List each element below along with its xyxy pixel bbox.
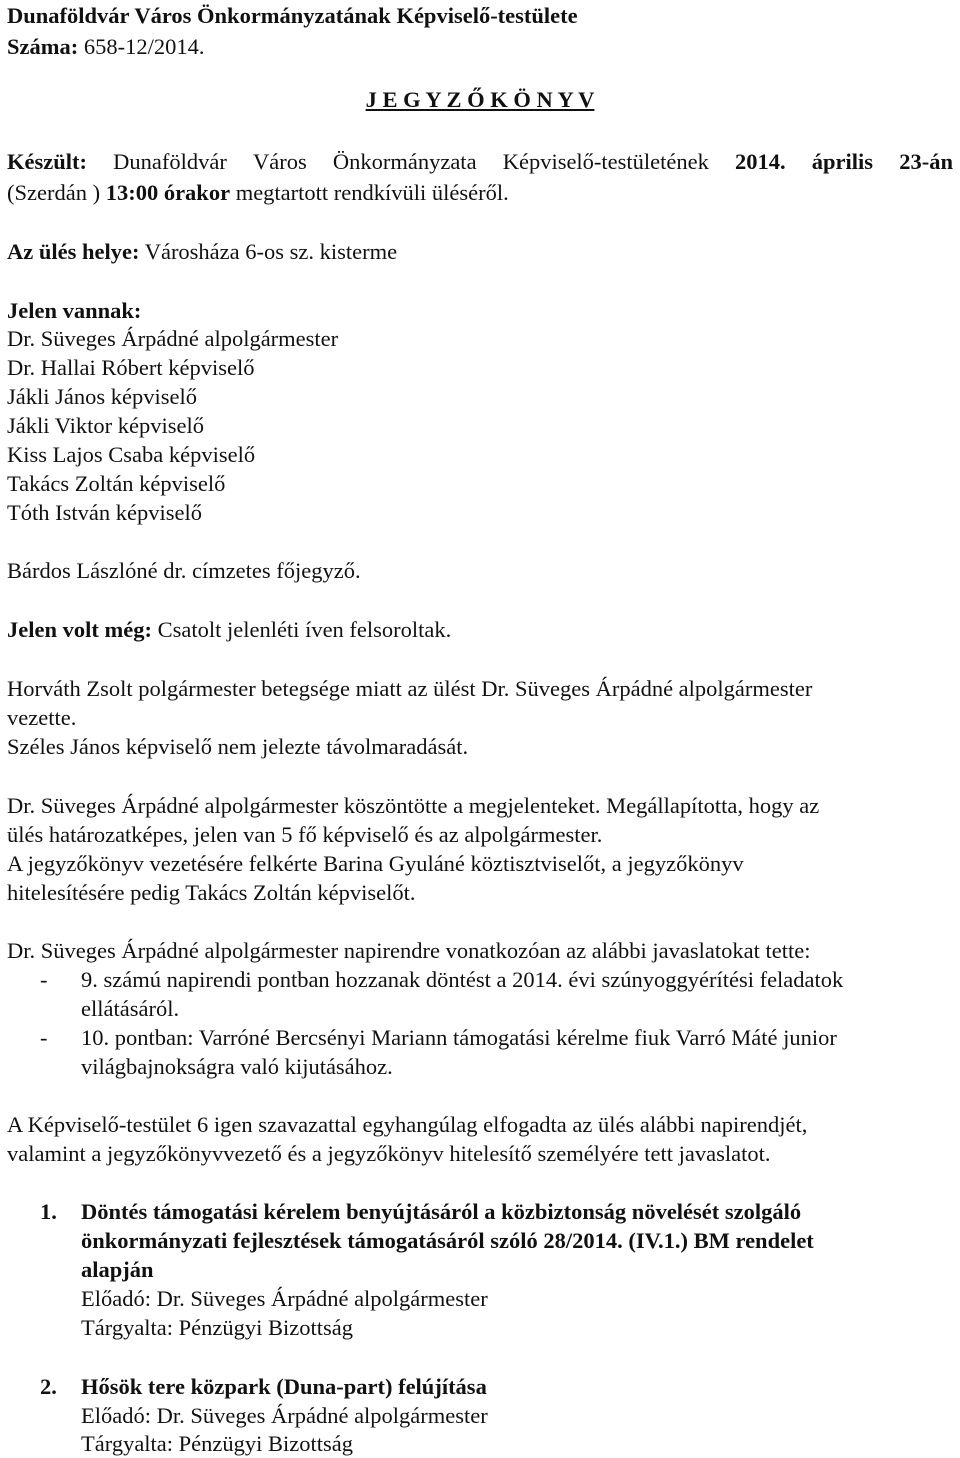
vote-line: A Képviselő-testület 6 igen szavazattal egyhangúlag elfogadta az ülés alábbi napirendjét, [7,1112,808,1137]
document-number [7,32,205,61]
agenda-item-number: 1. [40,1199,57,1224]
also-present [7,615,451,644]
present-label: Jelen vannak: [7,298,142,323]
present-member: Jákli János képviselő [7,384,197,409]
also-present-value: Csatolt jelenléti íven felsoroltak. [151,617,452,642]
opening-line: A jegyzőkönyv vezetésére felkérte Barina Gyuláné köztisztviselőt, a jegyzőkönyv [7,851,744,876]
organization-title: Dunaföldvár Város Önkormányzatának Képviselő-testülete [7,3,578,28]
meeting-place [7,237,397,266]
meeting-date-month: április [811,149,874,174]
meeting-date-day: 23-án [899,149,953,174]
note-line: Horváth Zsolt polgármester betegsége miatt az ülést Dr. Süveges Árpádné alpolgármester [7,676,813,701]
proposal-item-cont: ellátásáról. [81,996,180,1021]
present-member: Dr. Süveges Árpádné alpolgármester [7,326,339,351]
agenda-item-title-cont: önkormányzati fejlesztések támogatásáról szóló 28/2014. (IV.1.) BM rendelet [81,1228,814,1253]
present-member: Kiss Lajos Csaba képviselő [7,442,256,467]
place-value: Városháza 6-os sz. kisterme [139,239,398,264]
note-line: Széles János képviselő nem jelezte távolmaradását. [7,734,469,759]
made-line-1: Készült: Dunaföldvár Város Önkormányzata Képviselő-testületének 2014. április 23-án [7,149,953,174]
note-line: vezette. [7,705,77,730]
vote-line: valamint a jegyzőkönyvvezető és a jegyzőkönyv hitelesítő személyére tett javaslatot. [7,1141,771,1166]
agenda-item-number: 2. [40,1374,57,1399]
agenda-proposal-intro: Dr. Süveges Árpádné alpolgármester napirendre vonatkozóan az alábbi javaslatokat tette: [7,938,811,963]
agenda-item-presenter: Előadó: Dr. Süveges Árpádné alpolgármester [81,1286,488,1311]
agenda-item-title-cont: alapján [81,1257,154,1282]
list-dash: - [40,1025,48,1050]
meeting-date-year: 2014. [735,149,786,174]
notary: Bárdos Lászlóné dr. címzetes főjegyző. [7,558,361,583]
present-member: Dr. Hallai Róbert képviselő [7,355,255,380]
list-dash: - [40,967,48,992]
also-present-label: Jelen volt még: [7,617,152,642]
present-member: Jákli Viktor képviselő [7,413,204,438]
place-label: Az ülés helye: [7,239,140,264]
agenda-item-presenter: Előadó: Dr. Süveges Árpádné alpolgármester [81,1403,488,1428]
present-member: Tóth István képviselő [7,500,202,525]
opening-line: hitelesítésére pedig Takács Zoltán képviselőt. [7,880,416,905]
meeting-time: 13:00 órakor [105,180,231,205]
made-line-2: (Szerdán ) 13:00 órakor megtartott rendkívüli üléséről. [7,180,509,205]
made-label: Készült: [7,149,87,174]
present-member: Takács Zoltán képviselő [7,471,226,496]
proposal-item-cont: világbajnokságra való kijutásához. [81,1054,393,1079]
opening-line: Dr. Süveges Árpádné alpolgármester köszöntötte a megjelenteket. Megállapította, hogy az [7,793,820,818]
document-title: J E G Y Z Ő K Ö N Y V [365,87,595,112]
opening-line: ülés határozatképes, jelen van 5 fő képviselő és az alpolgármester. [7,822,603,847]
agenda-item-committee: Tárgyalta: Pénzügyi Bizottság [81,1431,354,1456]
number-label: Száma: [7,34,79,59]
number-value: 658-12/2014. [78,34,205,59]
agenda-item-committee: Tárgyalta: Pénzügyi Bizottság [81,1315,354,1340]
